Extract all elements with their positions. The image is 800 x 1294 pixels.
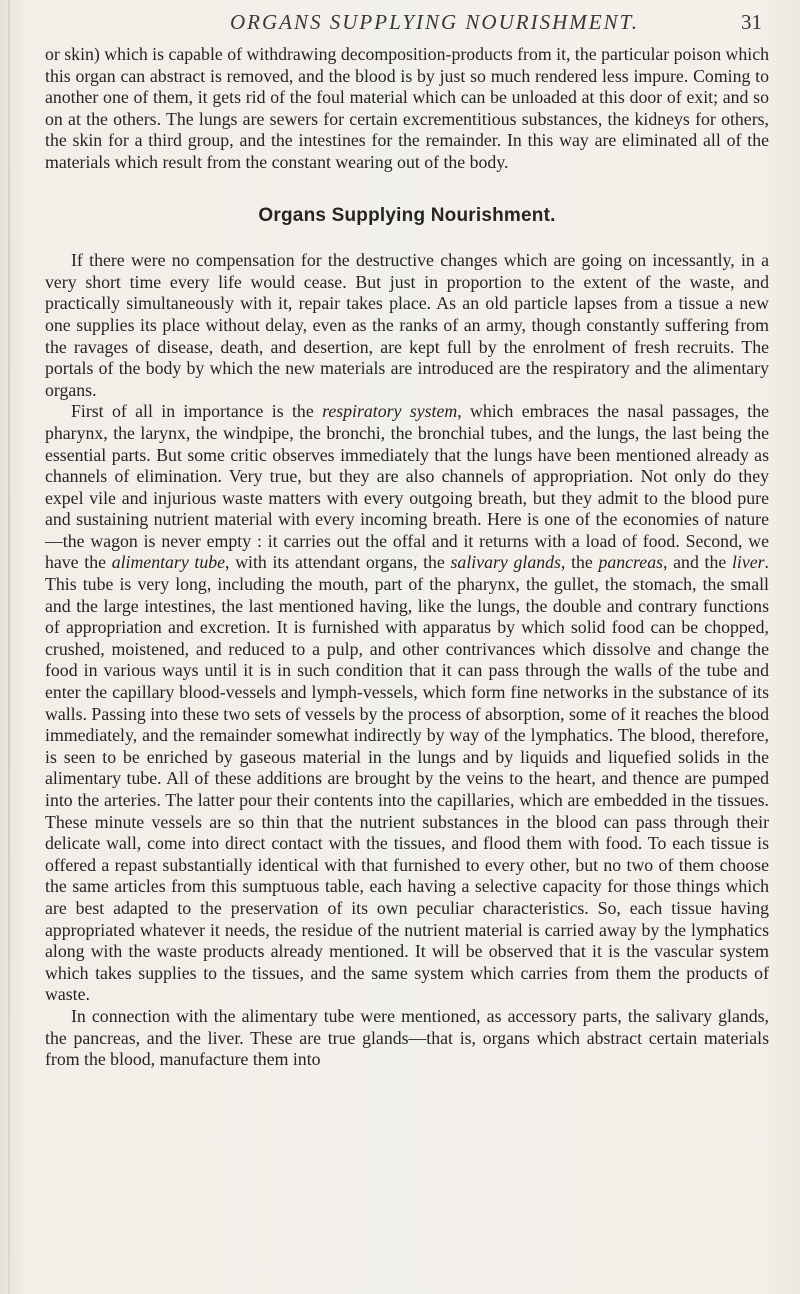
binding-gutter [8,0,10,1294]
term-pancreas: pancreas [598,552,664,573]
text-run: , which embraces the nasal passages, the pharynx, the larynx, the windpipe, the bronchi, the bronchial tubes, and the lungs, the last being the essential parts. But some critic observes immediately that the lungs have been mentioned already as channels of elimination. Very true, but they are also channels of appropriation. Not only do they expel vile and injurious waste matters with every outgoing breath, but they admit to the blood pure and sustaining nutrient material with every incoming breath. Here is one of the economies of nature—the wagon is never empty : it carries out the offal and it returns with a load of food. Second, we have the [45,401,769,573]
paragraph-respiratory-alimentary [45,401,769,1006]
page-body [45,44,769,1071]
section-heading: Organs Supplying Nourishment. [258,204,556,226]
intro-paragraph: or skin) which is capable of withdrawing decomposition-products from it, the particular poison which this organ can abstract is removed, and the blood is by just so much rendered less impure. Coming to another one of them, it gets rid of the foul material which can be unloaded at this door of exit; and so on at the others. The lungs are sewers for certain excrementitious substances, the kidneys for others, the skin for a third group, and the intestines for the remainder. In this way are eliminated all of the materials which result from the constant wearing out of the body. [45,44,769,172]
paragraph-compensation: If there were no compensation for the destructive changes which are going on incessantly, in a very short time every life would cease. But just in proportion to the extent of the waste, and practically simultaneously with it, repair takes place. As an old particle lapses from a tissue a new one supplies its place without delay, even as the ranks of an army, though constantly suffering from the ravages of disease, death, and desertion, are kept full by the enrolment of fresh recruits. The portals of the body by which the new materials are introduced are the respiratory and the alimentary organs. [45,250,769,400]
running-title: ORGANS SUPPLYING NOURISHMENT. [230,10,639,34]
running-header [0,10,800,40]
term-salivary-glands: salivary glands [450,552,561,573]
text-run: , and the [663,552,732,573]
page-number: 31 [741,10,762,34]
term-alimentary-tube: alimentary tube [111,552,226,573]
paragraph-accessory-glands: In connection with the alimentary tube were mentioned, as accessory parts, the salivary glands, the pancreas, and the liver. These are true glands—that is, organs which abstract certain materials from the blood, manufacture them into [45,1005,769,1070]
term-respiratory-system: respiratory system [322,401,458,422]
text-run: First of all in importance is the [71,401,323,422]
text-run: . This tube is very long, including the mouth, part of the pharynx, the gullet, the stomach, the small and the large intestines, the last mentioned having, like the lungs, the double and contrary functions of appropriation and excretion. It is furnished with apparatus by which solid food can be chopped, crushed, moistened, and reduced to a pulp, and other contrivances which dissolve and change the food in various ways until it is in such condition that it can pass through the walls of the tube and enter the capillary blood-vessels and lymph-vessels, which form fine networks in the substance of its walls. Passing into these two sets of vessels by the process of absorption, some of it reaches the blood immediately, and the remainder somewhat indirectly by way of the lymphatics. The blood, therefore, is seen to be enriched by gaseous material in the lungs and by liquids and liquefied solids in the alimentary tube. All of these additions are brought by the veins to the heart, and thence are pumped into the arteries. The latter pour their contents into the capillaries, which are embedded in the tissues. These minute vessels are so thin that the nutrient substances in the blood can pass through their delicate wall, come into direct contact with the tissues, and flood them with food. To each tissue is offered a repast substantially identical with that furnished to every other, but no two of them choose the same articles from this sumptuous table, each having a selective capacity for those things which are best adapted to the preservation of its own peculiar characteristics. So, each tissue having appropriated whatever it needs, the residue of the nutrient material is carried away by the lymphatics along with the waste products already mentioned. It will be observed that it is the vascular system which takes supplies to the tissues, and the same system which carries from them the products of waste. [45,552,769,1005]
text-run: , with its attendant organs, the [225,552,451,573]
text-run: , the [560,552,599,573]
term-liver: liver [731,552,765,573]
